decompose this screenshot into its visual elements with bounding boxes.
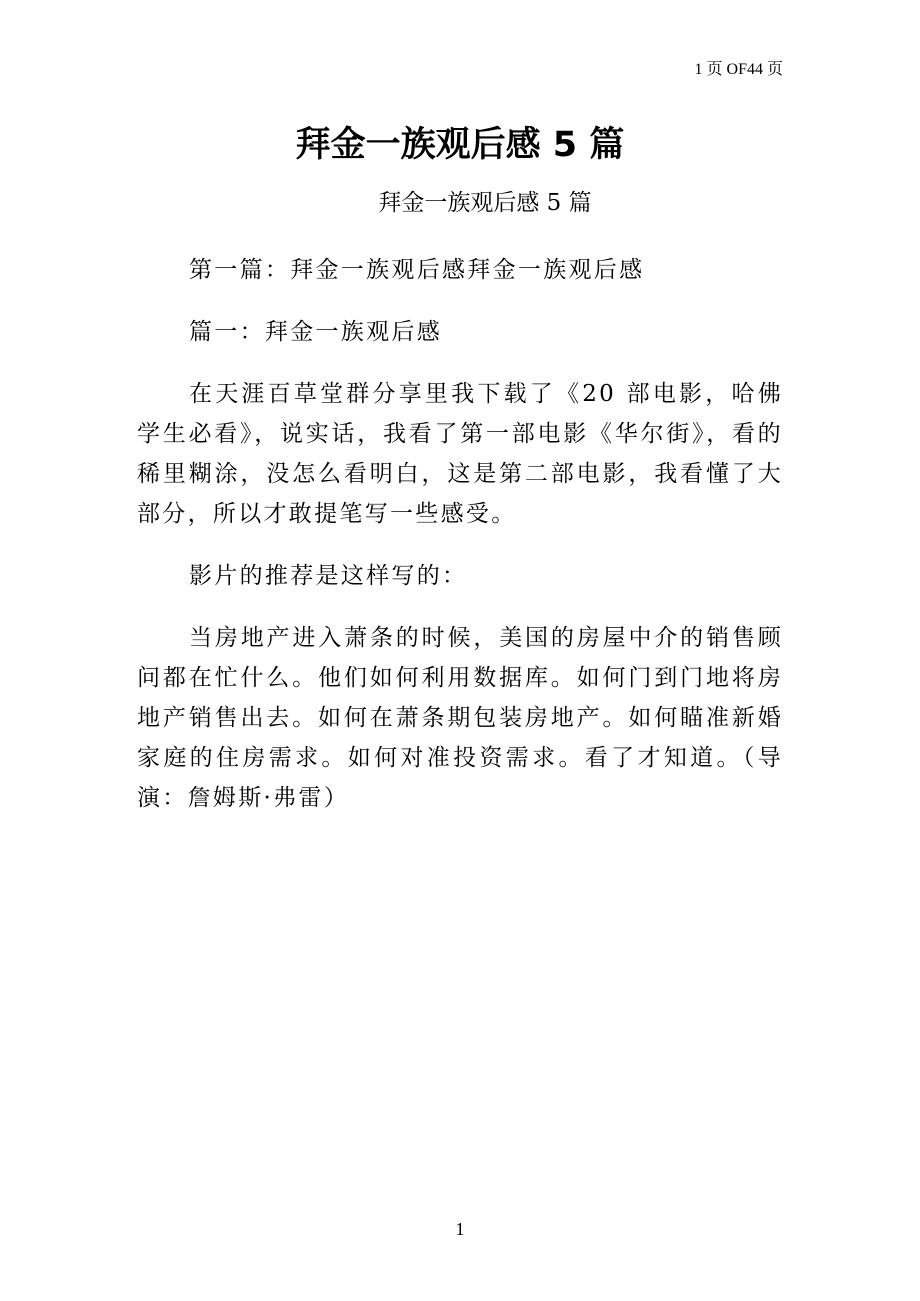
header-page-indicator: 1 页 OF44 页 [694, 61, 783, 78]
document-body [137, 250, 783, 840]
paragraph-section-heading: 篇一：拜金一族观后感 [189, 319, 442, 345]
paragraph-chapter-heading: 第一篇：拜金一族观后感拜金一族观后感 [189, 257, 645, 283]
paragraph-recommendation-lead: 影片的推荐是这样写的： [189, 563, 468, 589]
document-title: 拜金一族观后感 5 篇 [295, 125, 625, 165]
paragraph-recommendation-text: 当房地产进入萧条的时候，美国的房屋中介的销售顾问都在忙什么。他们如何利用数据库。如何门到门地将房地产销售出去。如何在萧条期包装房地产。如何瞄准新婚家庭的住房需求。如何对准投资需求。看了才知道。（导演：詹姆斯·弗雷） [137, 625, 783, 811]
footer-page-number: 1 [455, 1219, 465, 1239]
document-subtitle: 拜金一族观后感 5 篇 [378, 190, 592, 216]
paragraph-intro: 在天涯百草堂群分享里我下载了《20 部电影，哈佛学生必看》，说实话，我看了第一部电影《华尔街》，看的稀里糊涂，没怎么看明白，这是第二部电影，我看懂了大部分，所以才敢提笔写一些感受。 [137, 381, 783, 527]
